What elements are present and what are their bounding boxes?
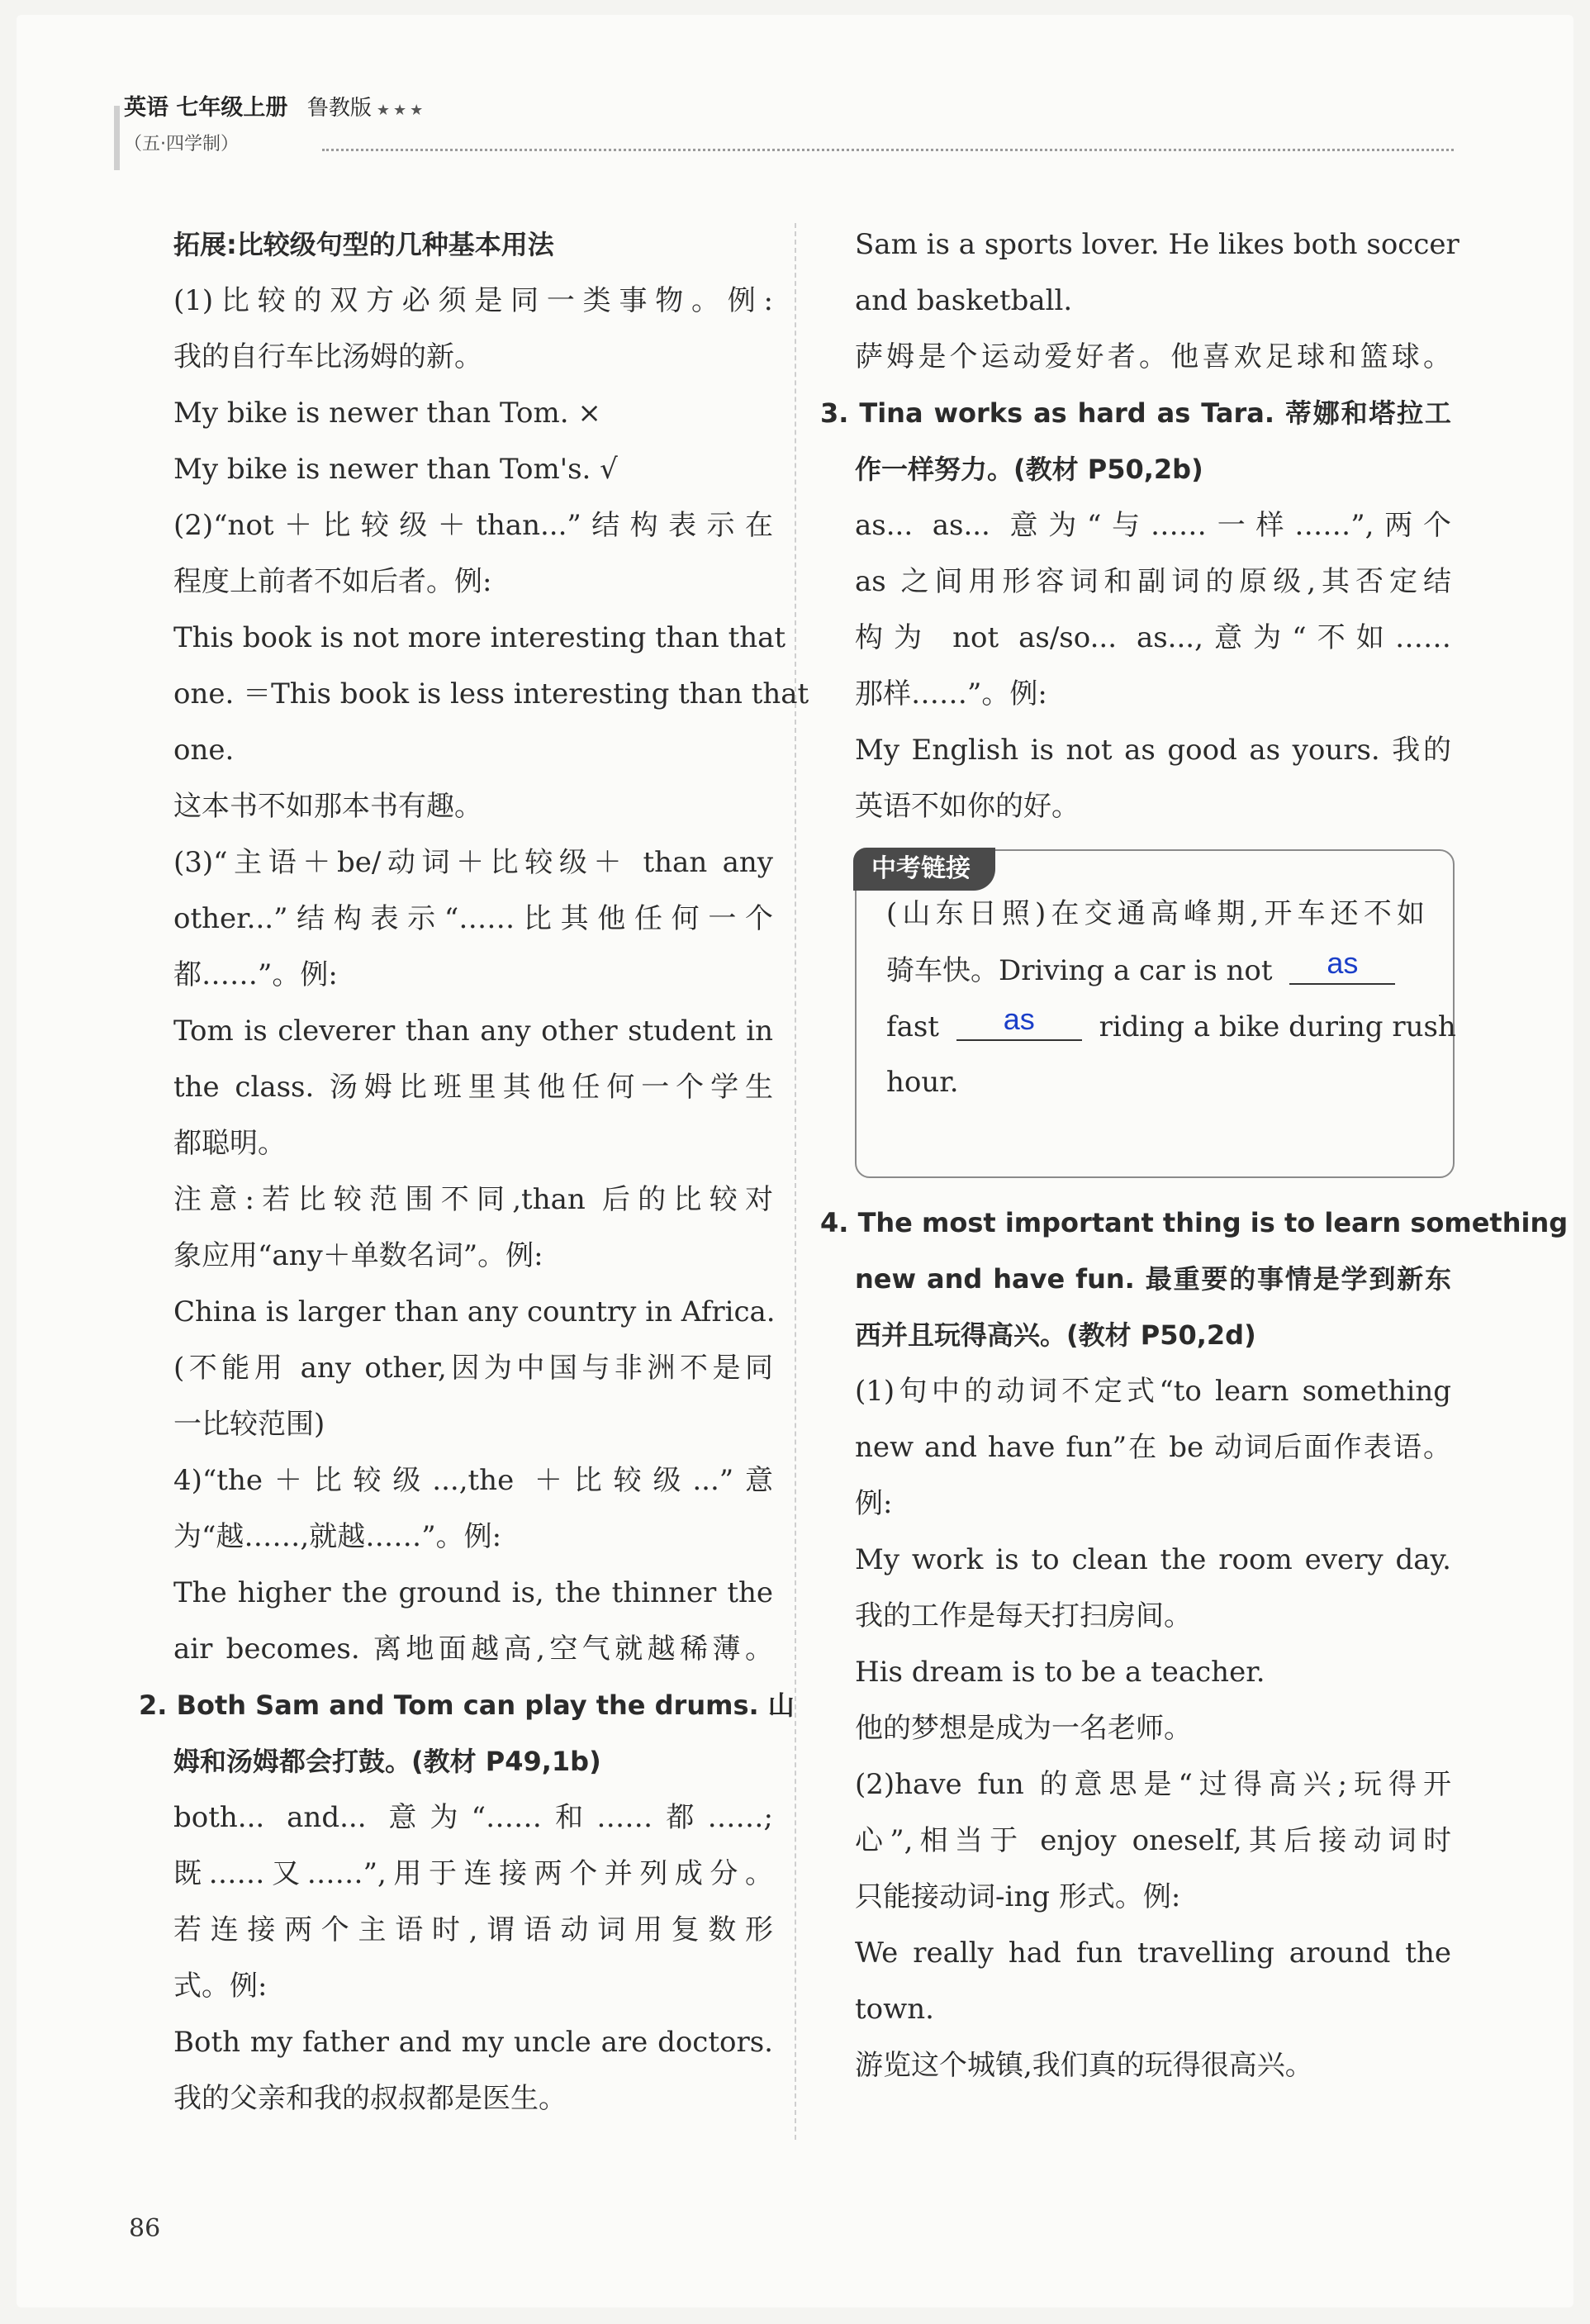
right-line: 只能接动词-ing 形式。例: bbox=[855, 1880, 1181, 1913]
left-line: one. ＝This book is less interesting than that bbox=[173, 677, 809, 711]
item-4-heading-cont: new and have fun. 最重要的事情是学到新东 bbox=[855, 1263, 1451, 1295]
left-line: (不能用 any other,因为中国与非洲不是同 bbox=[173, 1352, 773, 1385]
right-line: new and have fun”在 be 动词后面作表语。 bbox=[855, 1431, 1451, 1464]
left-line: the class. 汤姆比班里其他任何一个学生 bbox=[173, 1071, 773, 1104]
left-line: China is larger than any country in Africa. bbox=[173, 1295, 776, 1328]
right-line: 构为 not as/so... as...,意为“不如…… bbox=[855, 621, 1451, 654]
left-line: 我的父亲和我的叔叔都是医生。 bbox=[173, 2082, 567, 2115]
exam-line: (山东日照)在交通高峰期,开车还不如 bbox=[886, 897, 1425, 930]
left-line: 程度上前者不如后者。例: bbox=[173, 565, 492, 598]
header-subject: 英语 bbox=[124, 95, 168, 121]
item-2-heading: 2. Both Sam and Tom can play the drums. 山 bbox=[139, 1690, 795, 1721]
left-line: 这本书不如那本书有趣。 bbox=[173, 790, 482, 823]
left-line: (1)比较的双方必须是同一类事物。例: bbox=[173, 284, 773, 317]
left-line: 象应用“any＋单数名词”。例: bbox=[173, 1239, 543, 1272]
item-3-heading-cont: 作一样努力。(教材 P50,2b) bbox=[855, 454, 1203, 485]
exam-text: fast bbox=[886, 1010, 939, 1043]
right-line: and basketball. bbox=[855, 284, 1073, 317]
exam-link-box bbox=[855, 849, 1455, 1178]
header-system: （五·四学制） bbox=[124, 134, 239, 154]
exam-line bbox=[886, 942, 1425, 998]
exam-line bbox=[886, 998, 1456, 1054]
answer-text: as bbox=[1327, 946, 1359, 980]
column-divider bbox=[795, 223, 796, 2140]
left-line: other...”结构表示“……比其他任何一个 bbox=[173, 902, 773, 935]
page-header bbox=[124, 89, 426, 155]
right-line: town. bbox=[855, 1993, 934, 2026]
left-line: 拓展:比较级句型的几种基本用法 bbox=[173, 229, 554, 260]
right-line: 游览这个城镇,我们真的玩得很高兴。 bbox=[855, 2049, 1313, 2082]
left-column bbox=[139, 216, 809, 2127]
right-line: Sam is a sports lover. He likes both soccer bbox=[855, 228, 1459, 261]
left-line: My bike is newer than Tom's. √ bbox=[173, 453, 618, 486]
exam-text: 骑车快。Driving a car is not bbox=[886, 954, 1273, 987]
right-line: My work is to clean the room every day. bbox=[855, 1543, 1451, 1576]
left-line: both... and... 意为“……和……都……; bbox=[173, 1801, 773, 1834]
left-line: 一比较范围) bbox=[173, 1408, 325, 1441]
right-line: 那样……”。例: bbox=[855, 677, 1047, 711]
left-line: 我的自行车比汤姆的新。 bbox=[173, 340, 482, 373]
left-line: 式。例: bbox=[173, 1970, 268, 2003]
exam-link-tag: 中考链接 bbox=[853, 848, 995, 891]
right-column bbox=[820, 216, 1569, 2094]
header-bar bbox=[114, 106, 120, 170]
right-line: 心”,相当于 enjoy oneself,其后接动词时 bbox=[855, 1824, 1451, 1857]
left-line: one. bbox=[173, 734, 235, 767]
left-line: air becomes. 离地面越高,空气就越稀薄。 bbox=[173, 1633, 773, 1666]
left-line: Tom is cleverer than any other student in bbox=[173, 1015, 773, 1048]
right-line: His dream is to be a teacher. bbox=[855, 1656, 1265, 1689]
item-2-heading-cont: 姆和汤姆都会打鼓。(教材 P49,1b) bbox=[173, 1746, 601, 1777]
right-line: (2)have fun 的意思是“过得高兴;玩得开 bbox=[855, 1768, 1451, 1801]
answer-text: as bbox=[1003, 1002, 1035, 1036]
right-line: as... as... 意为“与……一样……”,两个 bbox=[855, 509, 1451, 542]
right-line: 萨姆是个运动爱好者。他喜欢足球和篮球。 bbox=[855, 340, 1451, 373]
left-line: Both my father and my uncle are doctors. bbox=[173, 2026, 773, 2059]
left-line: 4)“the＋比较级...,the ＋比较级...”意 bbox=[173, 1464, 773, 1497]
item-3-heading: 3. Tina works as hard as Tara. 蒂娜和塔拉工 bbox=[820, 397, 1451, 429]
left-line: (3)“主语＋be/动词＋比较级＋ than any bbox=[173, 846, 773, 879]
answer-blank[interactable] bbox=[956, 998, 1082, 1041]
left-line: This book is not more interesting than that bbox=[173, 621, 786, 654]
page-number: 86 bbox=[129, 2214, 161, 2243]
right-line: (1)句中的动词不定式“to learn something bbox=[855, 1375, 1451, 1408]
left-line: 既……又……”,用于连接两个并列成分。 bbox=[173, 1857, 773, 1890]
header-grade: 七年级上册 bbox=[176, 95, 288, 121]
right-line: My English is not as good as yours. 我的 bbox=[855, 734, 1451, 767]
header-dotted-rule bbox=[322, 149, 1454, 151]
item-4-heading: 4. The most important thing is to learn something bbox=[820, 1207, 1569, 1238]
left-line: 为“越……,就越……”。例: bbox=[173, 1520, 502, 1553]
exam-line: hour. bbox=[886, 1066, 959, 1099]
star-icon: ★★★ bbox=[376, 102, 427, 119]
right-line: 例: bbox=[855, 1487, 893, 1520]
left-line: 都……”。例: bbox=[173, 958, 338, 991]
header-title bbox=[124, 89, 426, 121]
right-line: We really had fun travelling around the bbox=[855, 1937, 1451, 1970]
right-line: 我的工作是每天打扫房间。 bbox=[855, 1599, 1192, 1633]
answer-blank[interactable] bbox=[1289, 942, 1395, 985]
header-edition: 鲁教版 bbox=[306, 96, 372, 121]
item-4-heading-cont: 西并且玩得高兴。(教材 P50,2d) bbox=[855, 1319, 1256, 1351]
right-line: 英语不如你的好。 bbox=[855, 790, 1080, 823]
exam-text: riding a bike during rush bbox=[1099, 1010, 1456, 1043]
left-line: 注意:若比较范围不同,than 后的比较对 bbox=[173, 1183, 773, 1216]
left-line: My bike is newer than Tom. × bbox=[173, 397, 601, 430]
left-line: 若连接两个主语时,谓语动词用复数形 bbox=[173, 1913, 773, 1946]
right-line: as 之间用形容词和副词的原级,其否定结 bbox=[855, 565, 1451, 598]
left-line: (2)“not＋比较级＋than...”结构表示在 bbox=[173, 509, 773, 542]
right-line: 他的梦想是成为一名老师。 bbox=[855, 1712, 1192, 1745]
left-line: The higher the ground is, the thinner the bbox=[173, 1576, 773, 1609]
left-line: 都聪明。 bbox=[173, 1127, 286, 1160]
